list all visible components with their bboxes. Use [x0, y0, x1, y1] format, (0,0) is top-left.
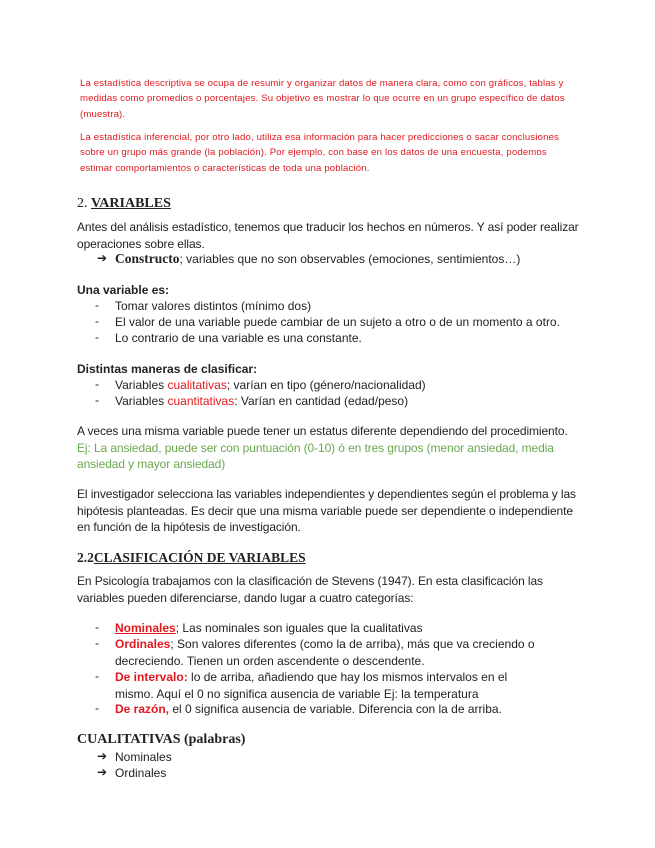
section-title: CLASIFICACIÓN DE VARIABLES [93, 550, 306, 565]
dash-bullet-icon: - [95, 701, 99, 715]
razon-text: el 0 significa ausencia de variable. Diferencia con la de arriba. [169, 702, 502, 716]
list-item-intervalo [115, 669, 545, 702]
dash-bullet-icon: - [95, 377, 99, 391]
razon-term: De razón, [115, 702, 170, 716]
investigador-paragraph [77, 486, 582, 536]
item-prefix: Variables [115, 378, 168, 392]
dash-bullet-icon: - [95, 669, 99, 683]
item-text: : Varían en cantidad (edad/peso) [234, 394, 409, 408]
nominales-term: Nominales [115, 621, 176, 635]
cualitativas-heading [77, 732, 245, 748]
list-item-cuantitativas [115, 393, 408, 409]
intervalo-term: De intervalo: [115, 670, 188, 684]
dash-bullet-icon: - [95, 298, 99, 312]
inferencial-text: La estadística inferencial, por otro lado, utiliza esa información para hacer predicciones o sacar conclusiones sobre un grupo más grande (la población). Por ejemplo, con base en los datos de una encuesta, podemos estimar comportamientos o características de toda una población. [80, 132, 559, 174]
list-item-ordinales [115, 636, 545, 669]
section-variables-heading [77, 196, 171, 212]
una-variable-heading: Una variable es: [77, 283, 170, 297]
dash-bullet-icon: - [95, 314, 99, 328]
dash-bullet-icon: - [95, 636, 99, 650]
cualitativas-term: cualitativas [167, 378, 227, 392]
dash-bullet-icon: - [95, 620, 99, 634]
aveces-paragraph [77, 423, 582, 473]
constructo-item [115, 251, 520, 267]
constructo-term: Constructo [115, 251, 180, 266]
list-item: Ordinales [115, 766, 167, 780]
nominales-text: ; Las nominales son iguales que la cualitativas [175, 621, 423, 635]
investigador-text: El investigador selecciona las variables independientes y dependientes según el problema y las hipótesis planteadas. Es decir que una misma variable puede ser dependiente o independiente en función de la hipótesis de investigación. [77, 487, 576, 534]
aveces-example: Ej: La ansiedad, puede ser con puntuación (0-10) ó en tres grupos (menor ansiedad, media ansiedad y mayor ansiedad) [77, 440, 554, 471]
ordinales-term: Ordinales [115, 637, 171, 651]
list-item: Nominales [115, 750, 172, 764]
intervalo-text: lo de arriba, añadiendo que hay los mismos intervalos en el mismo. Aquí el 0 no significa ausencia de variable Ej: la temperatura [115, 670, 508, 701]
ordinales-text: ; Son valores diferentes (como la de arriba), más que va creciendo o decreciendo. Tienen un orden ascendente o descendente. [115, 637, 535, 668]
arrow-bullet-icon: ➔ [97, 251, 108, 265]
stevens-paragraph [77, 573, 582, 606]
cualitativas-title: CUALITATIVAS (palabras) [77, 732, 246, 747]
variables-intro-text: Antes del análisis estadístico, tenemos que traducir los hechos en números. Y así poder realizar operaciones sobre ellas. [77, 220, 579, 251]
arrow-bullet-icon: ➔ [97, 749, 108, 763]
aveces-text: A veces una misma variable puede tener un estatus diferente dependiendo del procedimiento. [77, 424, 568, 438]
list-item-cualitativas [115, 377, 426, 393]
dash-bullet-icon: - [95, 330, 99, 344]
cuantitativas-term: cuantitativas [167, 394, 235, 408]
descriptiva-text: La estadística descriptiva se ocupa de resumir y organizar datos de manera clara, como con gráficos, tablas y medidas como promedios o porcentajes. Su objetivo es mostrar lo que ocurre en un grupo específico de datos (muestra). [80, 78, 565, 120]
list-item-razon [115, 701, 545, 718]
section-number: 2. [77, 196, 88, 211]
variables-intro [77, 219, 582, 252]
inferencial-paragraph [80, 130, 580, 176]
list-item: El valor de una variable puede cambiar de un sujeto a otro o de un momento a otro. [115, 315, 560, 329]
section-title: VARIABLES [91, 196, 171, 211]
constructo-text: ; variables que no son observables (emociones, sentimientos…) [179, 252, 521, 266]
list-item-nominales [115, 620, 545, 637]
section-clasificacion-heading [77, 550, 306, 566]
item-prefix: Variables [115, 394, 168, 408]
dash-bullet-icon: - [95, 393, 99, 407]
item-text: ; varían en tipo (género/nacionalidad) [226, 378, 426, 392]
clasificar-heading: Distintas maneras de clasificar: [77, 362, 258, 376]
stevens-text: En Psicología trabajamos con la clasificación de Stevens (1947). En esta clasificación las variables pueden diferenciarse, dando lugar a cuatro categorías: [77, 574, 543, 605]
list-item: Lo contrario de una variable es una constante. [115, 331, 362, 345]
descriptiva-paragraph [80, 76, 580, 122]
section-number: 2.2 [77, 550, 94, 565]
list-item: Tomar valores distintos (mínimo dos) [115, 299, 312, 313]
arrow-bullet-icon: ➔ [97, 765, 108, 779]
